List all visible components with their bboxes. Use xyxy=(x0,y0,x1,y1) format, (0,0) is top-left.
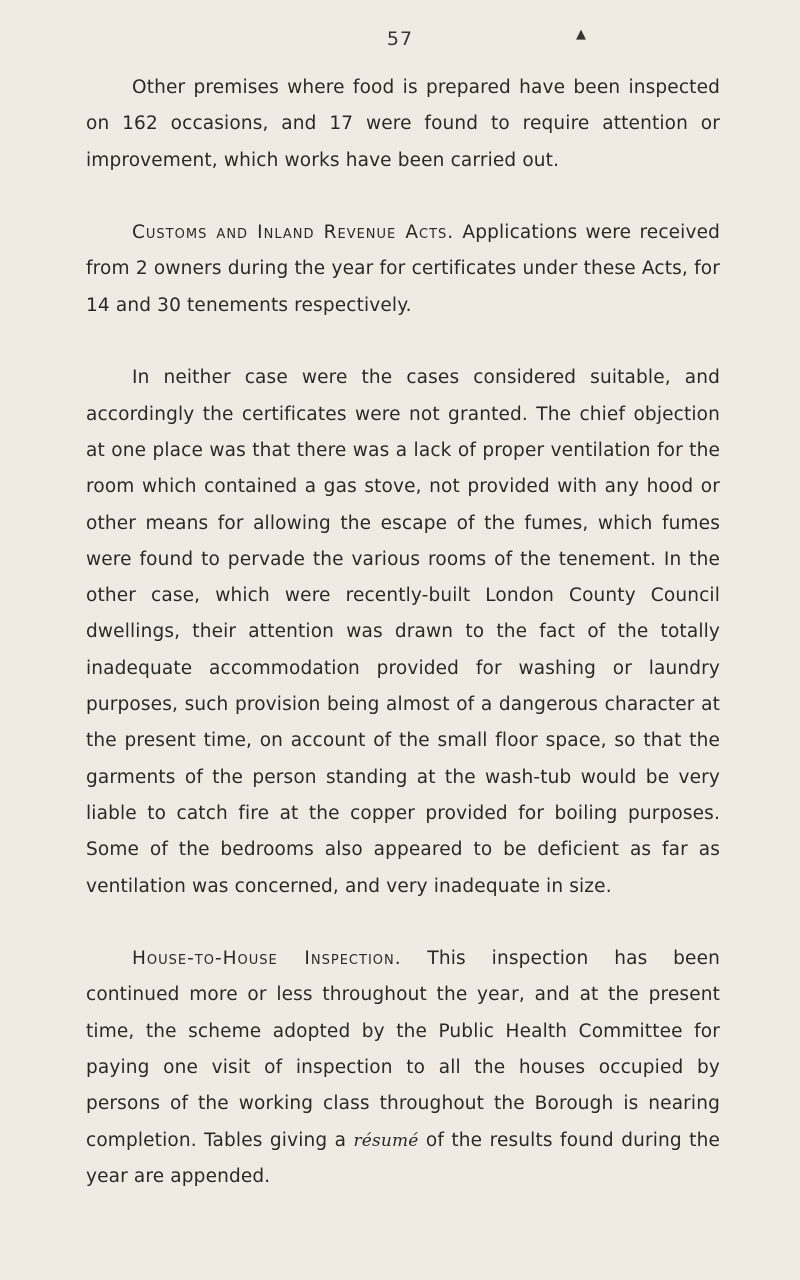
body-text xyxy=(86,70,720,1232)
paragraph-text: Other premises where food is prepared have been inspected on 162 occasions, and 17 were found to require attention or improvement, which works have been carried out. xyxy=(86,77,720,171)
paragraph-text: In neither case were the cases considered suitable, and accordingly the certificates were not granted. The chief objection at one place was that there was a lack of proper ventilation for the room which contained a gas stove, not provided with any hood or other means for allowing the escape of the fumes, which fumes were found to pervade the various rooms of the tenement. In the other case, which were recently-built London County Council dwellings, their attention was drawn to the fact of the totally inadequate accommodation provided for washing or laundry purposes, such provision being almost of a dangerous character at the present time, on account of the small floor space, so that the garments of the person standing at the wash-tub would be very liable to catch fire at the copper provided for boiling purposes. Some of the bedrooms also appeared to be deficient as far as ventilation was concerned, and very inadequate in size. xyxy=(86,367,720,897)
italic-term: résumé xyxy=(353,1130,419,1151)
stray-mark: ▲ xyxy=(576,27,586,42)
section-heading-house-inspection: House-to-House Inspection. xyxy=(132,948,402,970)
paragraph-food-premises xyxy=(86,70,720,179)
paragraph-text: This inspection has been continued more or less throughout the year, and at the present time, the scheme adopted by the Public Health Committee for paying one visit of inspection to all the houses occupied by persons of the working class throughout the Borough is nearing completion. Tables giving a xyxy=(86,948,720,1151)
paragraph-objections xyxy=(86,360,720,904)
page-number: 57 xyxy=(386,28,414,50)
paragraph-customs-acts xyxy=(86,215,720,324)
paragraph-text: Applications were received from 2 owners during the year for certificates under these Acts, for 14 and 30 tenements respectively. xyxy=(86,222,720,316)
section-heading-customs: Customs and Inland Revenue Acts. xyxy=(132,222,455,244)
paragraph-house-inspection xyxy=(86,941,720,1195)
paragraph-text: of the results found during the year are appended. xyxy=(86,1129,720,1187)
